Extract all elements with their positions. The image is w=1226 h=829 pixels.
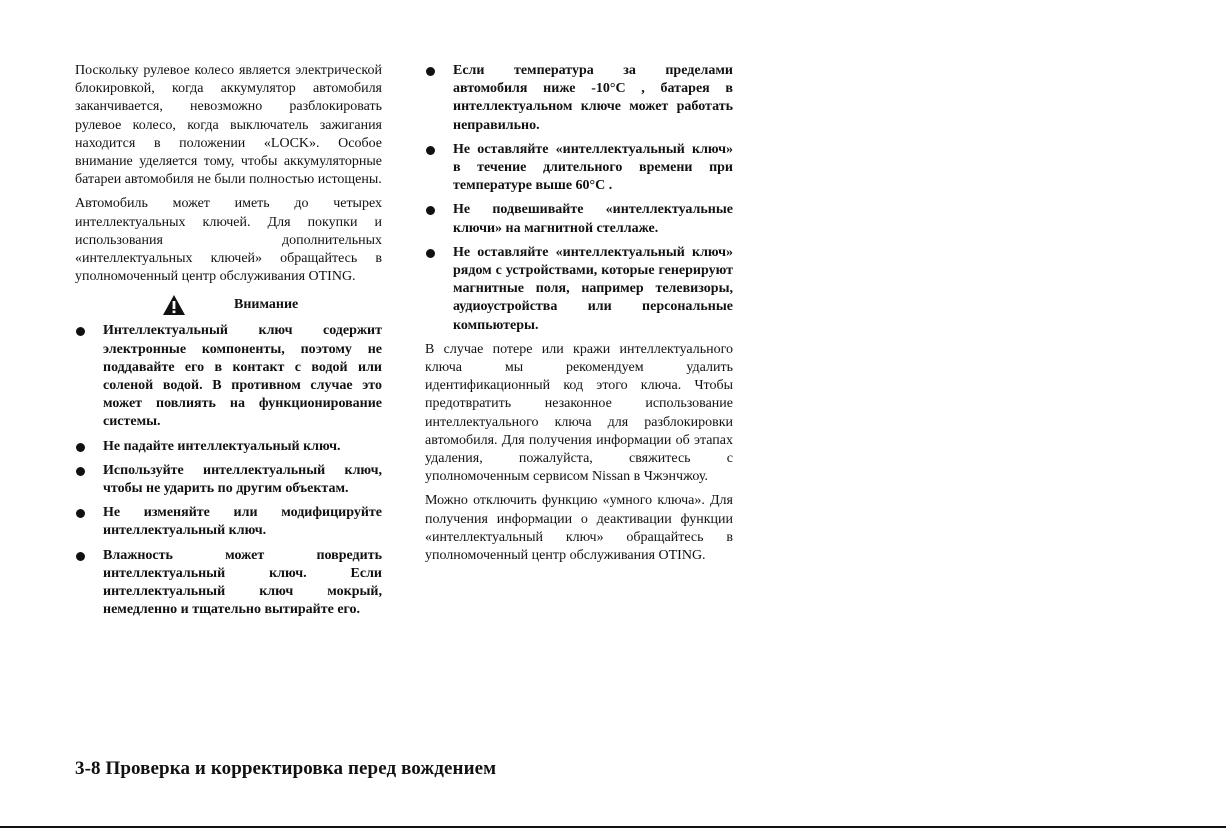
- list-item: [425, 141, 733, 196]
- smart-key-count-paragraph: Автомобиль может иметь до четырех интеллектуальных ключей. Для покупки и использования дополнительных «интеллектуальных ключей» обращайтесь в уполномоченный центр обслуживания OTING.: [75, 196, 382, 285]
- page-section-title: 3-8 Проверка и корректировка перед вождением: [75, 758, 497, 779]
- list-item-text: Не изменяйте или модифицируйте интеллектуальный ключ.: [103, 505, 382, 539]
- bullet-icon: [76, 552, 85, 561]
- list-item: [425, 62, 733, 135]
- left-column: [75, 62, 382, 625]
- list-item-text: Не оставляйте «интеллектуальный ключ» рядом с устройствами, которые генерируют магнитные поля, например телевизоры, аудиоустройства или персональные компьютеры.: [453, 244, 733, 333]
- steering-lock-paragraph: Поскольку рулевое колесо является электрической блокировкой, когда аккумулятор автомобиля заканчивается, невозможно разблокировать рулевое колесо, когда выключатель зажигания находится в положении «LOCK». Особое внимание уделяется тому, чтобы аккумуляторные батареи автомобиля не были полностью истощены.: [75, 63, 382, 188]
- lost-key-paragraph: В случае потере или кражи интеллектуального ключа мы рекомендуем удалить идентификационный код этого ключа. Чтобы предотвратить незаконное использование интеллектуального ключа для разблокировки автомобиля. Для получения информации об этапах удаления, пожалуйста, свяжитесь с уполномоченным сервисом Nissan в Чжэнчжоу.: [425, 341, 733, 485]
- list-item-text: Если температура за пределами автомобиля ниже -10°C , батарея в интеллектуальном ключе может работать неправильно.: [453, 63, 733, 133]
- bullet-icon: [76, 509, 85, 518]
- bottom-divider: [0, 826, 1226, 828]
- bullet-icon: [426, 206, 435, 215]
- list-item-text: Не падайте интеллектуальный ключ.: [103, 438, 341, 454]
- list-item-text: Интеллектуальный ключ содержит электронные компоненты, поэтому не поддавайте его в контакт с водой или соленой водой. В противном случае это может повлиять на функционирование системы.: [103, 323, 382, 430]
- disable-smart-key-paragraph: Можно отключить функцию «умного ключа». Для получения информации о деактивации функции «интеллектуальный ключ» обращайтесь в уполномоченный центр обслуживания OTING.: [425, 493, 733, 564]
- list-item: [75, 322, 382, 431]
- warning-triangle-icon: [162, 294, 186, 316]
- list-item: [75, 462, 382, 498]
- list-item-text: Влажность может повредить интеллектуальный ключ. Если интеллектуальный ключ мокрый, немедленно и тщательно вытирайте его.: [103, 547, 382, 618]
- bullet-icon: [426, 67, 435, 76]
- bullet-icon: [76, 327, 85, 336]
- list-item-text: Используйте интеллектуальный ключ, чтобы не ударить по другим объектам.: [103, 462, 382, 497]
- list-item-text: Не подвешивайте «интеллектуальные ключи» на магнитной стеллаже.: [453, 202, 733, 236]
- bullet-icon: [76, 443, 85, 452]
- list-item: [425, 244, 733, 335]
- list-item: [425, 201, 733, 237]
- right-column: [425, 62, 733, 571]
- list-item: [75, 504, 382, 540]
- warning-header: [75, 292, 382, 318]
- list-item-text: Не оставляйте «интеллектуальный ключ» в течение длительного времени при температуре выше 60°C .: [453, 141, 733, 194]
- bullet-icon: [426, 249, 435, 258]
- list-item: [75, 547, 382, 620]
- left-warning-list: [75, 322, 382, 619]
- warning-title: Внимание: [234, 297, 299, 313]
- bullet-icon: [76, 467, 85, 476]
- bullet-icon: [426, 146, 435, 155]
- right-warning-list: [425, 62, 733, 335]
- list-item: [75, 438, 382, 456]
